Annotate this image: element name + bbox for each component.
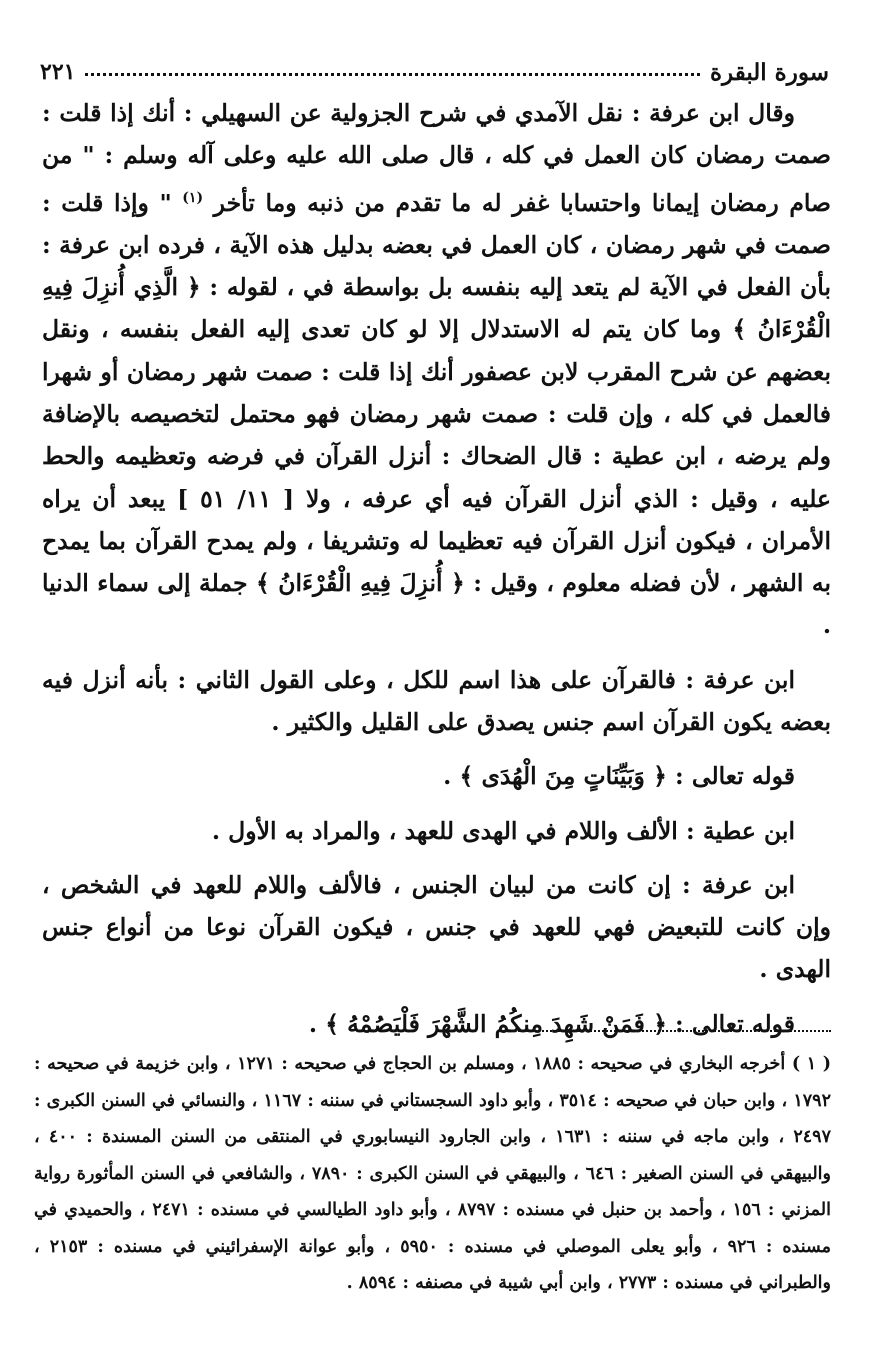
text-span: ابن عرفة : فالقرآن على هذا اسم للكل ، وعلى القول الثاني : بأنه أنزل فيه بعضه يكون القرآن اسم جنس يصدق على القليل والكثير . [42, 665, 831, 736]
paragraph [42, 659, 831, 744]
quran-quote: ﴿ فَمَنْ شَهِدَ مِنكُمُ الشَّهْرَ فَلْيَصُمْهُ ﴾ [325, 1009, 667, 1038]
header-dotted-rule [85, 73, 700, 76]
paragraph [42, 755, 831, 797]
text-span: وقال ابن عرفة : نقل الآمدي في شرح الجزولية عن السهيلي : أنك إذا قلت : صمت رمضان كان العمل في كله ، قال صلى الله عليه وعلى آله وسلم : " من صام رمضان إيمانا واحتسابا غفر له ما تقدم من ذنبه وما تأخر [42, 99, 831, 217]
text-span: . [308, 1009, 326, 1038]
paragraph [42, 864, 831, 991]
quran-quote: ﴿ وَبَيِّنَاتٍ مِنَ الْهُدَى ﴾ [459, 762, 667, 791]
text-span: ابن عرفة : إن كانت من لبيان الجنس ، فالألف واللام للعهد في الشخص ، وإن كانت للتبعيض فهي للعهد في جنس ، فيكون القرآن نوعا من أنواع جنس الهدى . [42, 870, 831, 984]
main-text [42, 92, 831, 1045]
text-span: قوله تعالى : [666, 1009, 795, 1038]
paragraph [42, 810, 831, 852]
footnote [34, 1046, 831, 1302]
text-span: وما كان يتم له الاستدلال إلا لو كان تعدى إليه الفعل بنفسه ، ونقل بعضهم عن شرح المقرب لابن عصفور أنك إذا قلت : صمت شهر رمضان أو شهرا فالعمل في كله ، وإن قلت : صمت شهر رمضان فهو محتمل لتخصيصه بالإضافة ولم يرضه ، ابن عطية : قال الضحاك : أنزل القرآن في فرضه وتعظيمه والحط عليه ، وقيل : الذي أنزل القرآن فيه أي عرفه ، ولا [ ١١/ ٥١ ] يبعد أن يراه الأمران ، فيكون أنزل القرآن فيه تعظيما له وتشريفا ، ولم يمدح القرآن بما يمدح به الشهر ، لأن فضله معلوم ، وقيل : [42, 315, 832, 598]
text-span: قوله تعالى : [666, 762, 795, 791]
sura-title: سورة البقرة [709, 58, 829, 86]
paragraph [42, 92, 831, 647]
text-span: . [443, 762, 460, 791]
footnote-ref: (١) [182, 189, 204, 206]
footnote-text: ( ١ ) أخرجه البخاري في صحيحه : ١٨٨٥ ، ومسلم بن الحجاج في صحيحه : ١٢٧١ ، وابن خزيمة في صحيحه : ١٧٩٢ ، وابن حبان في صحيحه : ٣٥١٤ ، وأبو داود السجستاني في سننه : ١١٦٧ ، والنسائي في السنن الكبرى : ٢٤٩٧ ، وابن ماجه في سننه : ١٦٣١ ، وابن الجارود النيسابوري في المنتقى من السنن المسندة : ٤٠٠ ، والبيهقي في السنن الصغير : ٦٤٦ ، والبيهقي في السنن الكبرى : ٧٨٩٠ ، والشافعي في السنن المأثورة رواية المزني : ١٥٦ ، وأحمد بن حنبل في مسنده : ٨٧٩٧ ، وأبو داود الطيالسي في مسنده : ٢٤٧١ ، والحميدي في مسنده : ٩٢٦ ، وأبو يعلى الموصلي في مسنده : ٥٩٥٠ ، وأبو عوانة الإسفرائيني في مسنده : ٢١٥٣ ، والطبراني في مسنده : ٢٧٧٣ ، وابن أبي شيبة في مصنفه : ٨٥٩٤ . [34, 1054, 831, 1293]
paragraph [42, 1003, 831, 1045]
text-span: " وإذا قلت : صمت في شهر رمضان ، كان العمل في بعضه بدليل هذه الآية ، فرده ابن عرفة : بأن الفعل في الآية لم يتعد إليه بنفسه بل بواسطة في ، لقوله : [42, 188, 831, 302]
text-span: جملة إلى سماء الدنيا . [42, 569, 831, 640]
page-number: ٢٢١ [40, 59, 76, 85]
footnote-separator [503, 1030, 831, 1032]
text-span: ابن عطية : الألف واللام في الهدى للعهد ، والمراد به الأول . [211, 816, 795, 845]
quran-quote: ﴿ الَّذِي أُنزِلَ فِيهِ الْقُرْءَانُ ﴾ [42, 273, 831, 344]
quran-quote: ﴿ أُنزِلَ فِيهِ الْقُرْءَانُ ﴾ [255, 569, 465, 598]
page-header [40, 52, 829, 92]
